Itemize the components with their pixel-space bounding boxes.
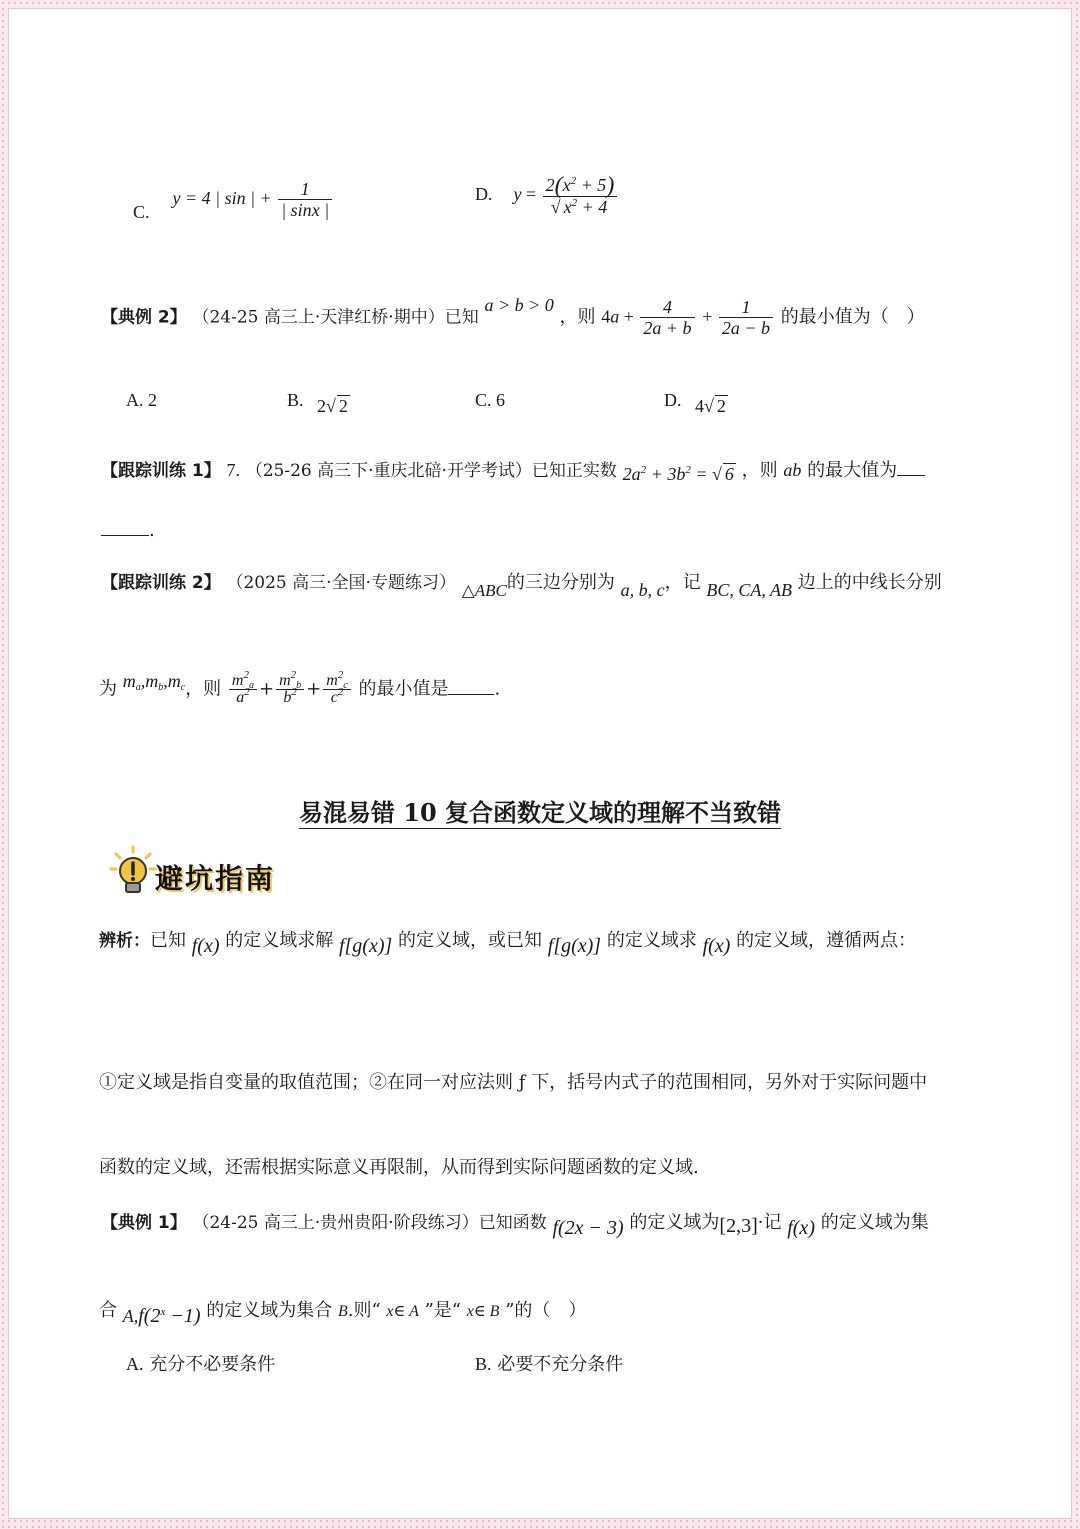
fraction-mc-over-c: $\frac{m^2_c}{c^2}$	[323, 673, 351, 706]
example-1-stem: 【典例 1】 （24-25 高三上·贵州贵阳·阶段练习）已知函数 f(2x − 3) 的定义域为[2,3]·记 f(x) 的定义域为集	[101, 1212, 929, 1239]
example-2-stem: 【典例 2】 （24-25 高三上·天津红桥·期中）已知 a > b > 0 ，则 4a + $\frac{4}{2a + b}$ + $\frac{1}{2a - b}$ 的最小值为（ ）	[101, 294, 925, 338]
option-c: C. y = 4 | sin | + $\frac{1}{| \sin x |}$	[133, 179, 334, 229]
example-2-option-d: D. 4√ 2	[664, 390, 726, 416]
answer-blank	[448, 678, 494, 695]
example-2-option-b: B. 2√ 2	[287, 390, 348, 416]
example-1-option-b: B. 必要不充分条件	[475, 1354, 624, 1375]
analysis-point-1: ①定义域是指自变量的取值范围；②在同一对应法则 ƒ 下，括号内式子的范围相同，另外对于实际问题中	[99, 1072, 928, 1093]
tracking-1-blank-line: .	[101, 519, 155, 542]
guide-title: 避坑指南	[155, 862, 276, 895]
fraction-4-over-2a-plus-b: $\frac{4}{2a + b}$	[640, 297, 694, 338]
tracking-2-stem: 【跟踪训练 2】 （2025 高三·全国·专题练习） △ABC的三边分别为 a, b, c，记 BC, CA, AB 边上的中线长分别	[101, 572, 942, 600]
tracking-2-line2: 为 $m_a,m_b,m_c$，则 $\frac{m^2_a}{a^2}$ + $\frac{m^2_b}{b^2}$ + $\frac{m^2_c}{c^2}$ 的最小值是 .	[99, 669, 501, 706]
analysis-point-2: 函数的定义域，还需根据实际意义再限制，从而得到实际问题函数的定义域.	[99, 1157, 699, 1178]
example-1-line2: 合 $A,f(2^x -1)$ 的定义域为集合 B.则“ x∈ A ”是“ x∈ B ”的（ ）	[99, 1300, 587, 1327]
section-heading: 易混易错 10 复合函数定义域的理解不当致错	[298, 798, 782, 827]
example-2-option-c: C. 6	[475, 390, 506, 410]
example-1-option-a: A. 充分不必要条件	[126, 1354, 276, 1375]
option-d-fraction: $\frac{2(x^2 + 5)}{√ x^2 + 4}$	[543, 175, 618, 217]
option-c-expr: y = 4 | sin | +	[172, 187, 272, 208]
analysis-line1: 辨析：已知 f(x) 的定义域求解 f[g(x)] 的定义域，或已知 f[g(x)] 的定义域求 f(x) 的定义域，遵循两点：	[99, 930, 917, 957]
lightbulb-icon	[109, 845, 157, 897]
fraction-1-over-2a-minus-b: $\frac{1}{2a - b}$	[719, 297, 773, 338]
document-page	[8, 8, 1072, 1519]
example-2-option-a: A. 2	[126, 390, 157, 410]
fraction-ma-over-a: $\frac{m^2_a}{a^2}$	[229, 673, 257, 706]
fraction-mb-over-b: $\frac{m^2_b}{b^2}$	[276, 673, 304, 706]
option-c-fraction: $\frac{1}{| \sin x |}$	[278, 179, 332, 220]
option-d: D. y = $\frac{2(x^2 + 5)}{√ x^2 + 4}$	[475, 175, 619, 217]
answer-blank	[897, 459, 925, 476]
tracking-1-stem: 【跟踪训练 1】 7. （25-26 高三下·重庆北碚·开学考试）已知正实数 $2a^2 + 3b^2$ = √ 6 ，则 ab 的最大值为	[101, 459, 925, 482]
